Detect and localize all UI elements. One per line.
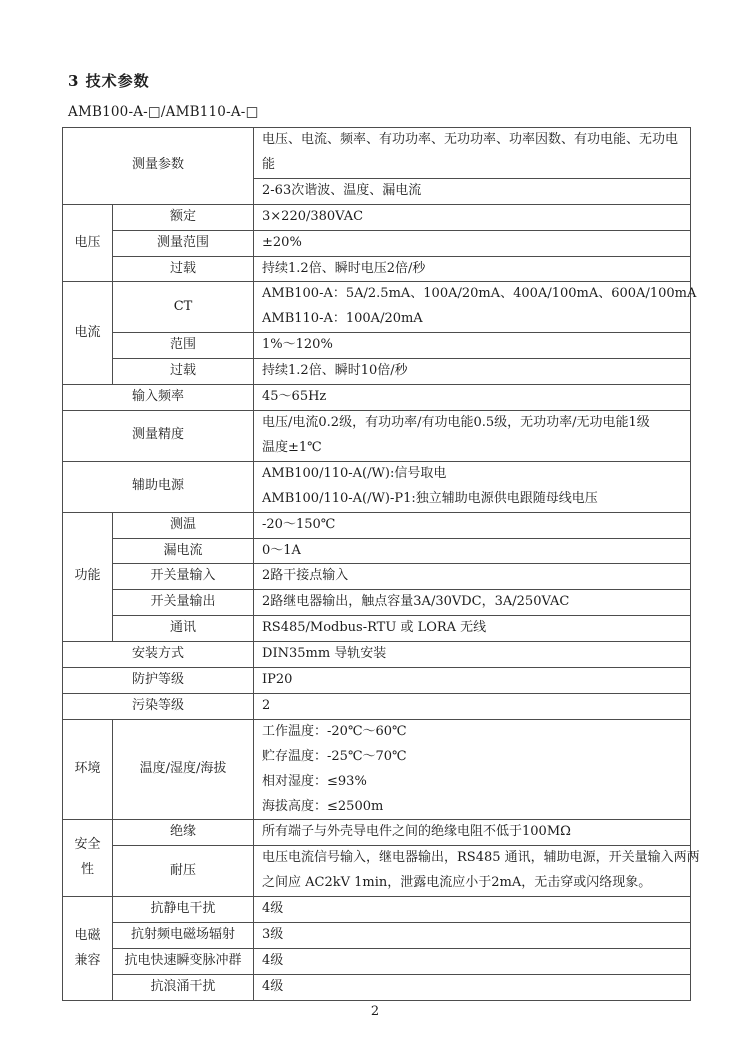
row-label: 开关量输出: [113, 590, 254, 616]
table-row: [63, 923, 691, 949]
value-line: AMB100/110-A(/W)-P1:独立辅助电源供电跟随母线电压: [262, 490, 598, 506]
table-row: [63, 974, 691, 1000]
row-value: 所有端子与外壳导电件之间的绝缘电阻不低于100MΩ: [254, 820, 691, 846]
row-value: 4级: [254, 949, 691, 975]
row-value: RS485/Modbus-RTU 或 LORA 无线: [254, 616, 691, 642]
row-label: 测量参数: [63, 128, 254, 205]
row-label: 测量精度: [63, 410, 254, 461]
table-row: [63, 820, 691, 846]
row-label: CT: [113, 282, 254, 333]
row-value: 2: [254, 693, 691, 719]
row-label: 测温: [113, 512, 254, 538]
value-line: 海拔高度：≤2500m: [262, 798, 384, 814]
row-label: 抗浪涌干扰: [113, 974, 254, 1000]
row-value: IP20: [254, 668, 691, 694]
table-row: [63, 897, 691, 923]
section-title: 3 技术参数: [68, 72, 150, 90]
row-label: 耐压: [113, 846, 254, 897]
row-value: 3级: [254, 923, 691, 949]
row-value: 2路干接点输入: [254, 564, 691, 590]
table-row: [63, 385, 691, 411]
row-label: 抗静电干扰: [113, 897, 254, 923]
value-line: 电压电流信号输入，继电器输出，RS485 通讯，辅助电源，开关量输入两两: [262, 850, 700, 866]
row-value: 持续1.2倍、瞬时10倍/秒: [254, 359, 691, 385]
value-line: 电压/电流0.2级，有功功率/有功电能0.5级，无功功率/无功电能1级: [262, 414, 650, 430]
table-row: [63, 949, 691, 975]
group-label: 环境: [63, 719, 113, 820]
row-label: 安装方式: [63, 642, 254, 668]
row-label: 开关量输入: [113, 564, 254, 590]
table-row: [63, 616, 691, 642]
table-row: [63, 204, 691, 230]
row-label: 绝缘: [113, 820, 254, 846]
row-label: 通讯: [113, 616, 254, 642]
row-value: [254, 410, 691, 461]
row-value: ±20%: [254, 230, 691, 256]
row-label: 过载: [113, 359, 254, 385]
model-designation: AMB100-A-□/AMB110-A-□: [68, 104, 259, 120]
table-row: [63, 693, 691, 719]
row-value: 4级: [254, 897, 691, 923]
table-row: [63, 410, 691, 461]
row-value: 45～65Hz: [254, 385, 691, 411]
group-label: 电流: [63, 282, 113, 385]
group-label: 电磁兼容: [63, 897, 113, 1001]
spec-table: [62, 127, 700, 1001]
row-label: 温度/湿度/海拔: [113, 719, 254, 820]
value-line: 之间应 AC2kV 1min，泄露电流应小于2mA，无击穿或闪络现象。: [262, 875, 652, 891]
row-label: 额定: [113, 204, 254, 230]
table-row: [63, 282, 691, 333]
row-value: -20～150℃: [254, 512, 691, 538]
row-value: [254, 461, 691, 512]
value-line: AMB100-A：5A/2.5mA、100A/20mA、400A/100mA、600A/100mA: [262, 286, 697, 302]
group-label: 电压: [63, 204, 113, 282]
row-label: 抗电快速瞬变脉冲群: [113, 949, 254, 975]
page-number: 2: [370, 1004, 380, 1019]
row-value: [254, 846, 700, 897]
table-row: [63, 719, 691, 820]
table-row: [63, 668, 691, 694]
table-row: [63, 564, 691, 590]
table-row: [63, 128, 691, 179]
value-line: AMB110-A：100A/20mA: [262, 311, 423, 327]
table-row: [63, 846, 691, 897]
row-label: 输入频率: [63, 385, 254, 411]
table-row: [63, 642, 691, 668]
row-label: 辅助电源: [63, 461, 254, 512]
row-label: 测量范围: [113, 230, 254, 256]
row-value: 2路继电器输出，触点容量3A/30VDC，3A/250VAC: [254, 590, 691, 616]
row-value: 0～1A: [254, 538, 691, 564]
row-value: 3×220/380VAC: [254, 204, 691, 230]
value-line: 相对湿度：≤93%: [262, 773, 367, 789]
row-label: 抗射频电磁场辐射: [113, 923, 254, 949]
row-value: 电压、电流、频率、有功功率、无功功率、功率因数、有功电能、无功电能: [254, 128, 691, 179]
value-line: 贮存温度：-25℃～70℃: [262, 748, 407, 764]
table-row: [63, 538, 691, 564]
table-row: [63, 590, 691, 616]
row-label: 过载: [113, 256, 254, 282]
row-value: 1%～120%: [254, 333, 691, 359]
table-row: [63, 230, 691, 256]
row-label: 漏电流: [113, 538, 254, 564]
row-value: 4级: [254, 974, 691, 1000]
table-row: [63, 461, 691, 512]
table-row: [63, 333, 691, 359]
table-row: [63, 512, 691, 538]
value-line: 工作温度：-20℃～60℃: [262, 723, 407, 739]
document-body: [62, 70, 700, 1001]
row-label: 范围: [113, 333, 254, 359]
table-row: [63, 359, 691, 385]
row-value: [254, 719, 691, 820]
row-label: 防护等级: [63, 668, 254, 694]
row-value: [254, 282, 697, 333]
row-value: 持续1.2倍、瞬时电压2倍/秒: [254, 256, 691, 282]
group-label: 安全性: [63, 820, 113, 897]
value-line: AMB100/110-A(/W):信号取电: [262, 465, 447, 481]
row-value: DIN35mm 导轨安装: [254, 642, 691, 668]
row-label: 污染等级: [63, 693, 254, 719]
row-value: 2-63次谐波、温度、漏电流: [254, 178, 691, 204]
group-label: 功能: [63, 512, 113, 642]
value-line: 温度±1℃: [262, 439, 322, 455]
table-row: [63, 256, 691, 282]
